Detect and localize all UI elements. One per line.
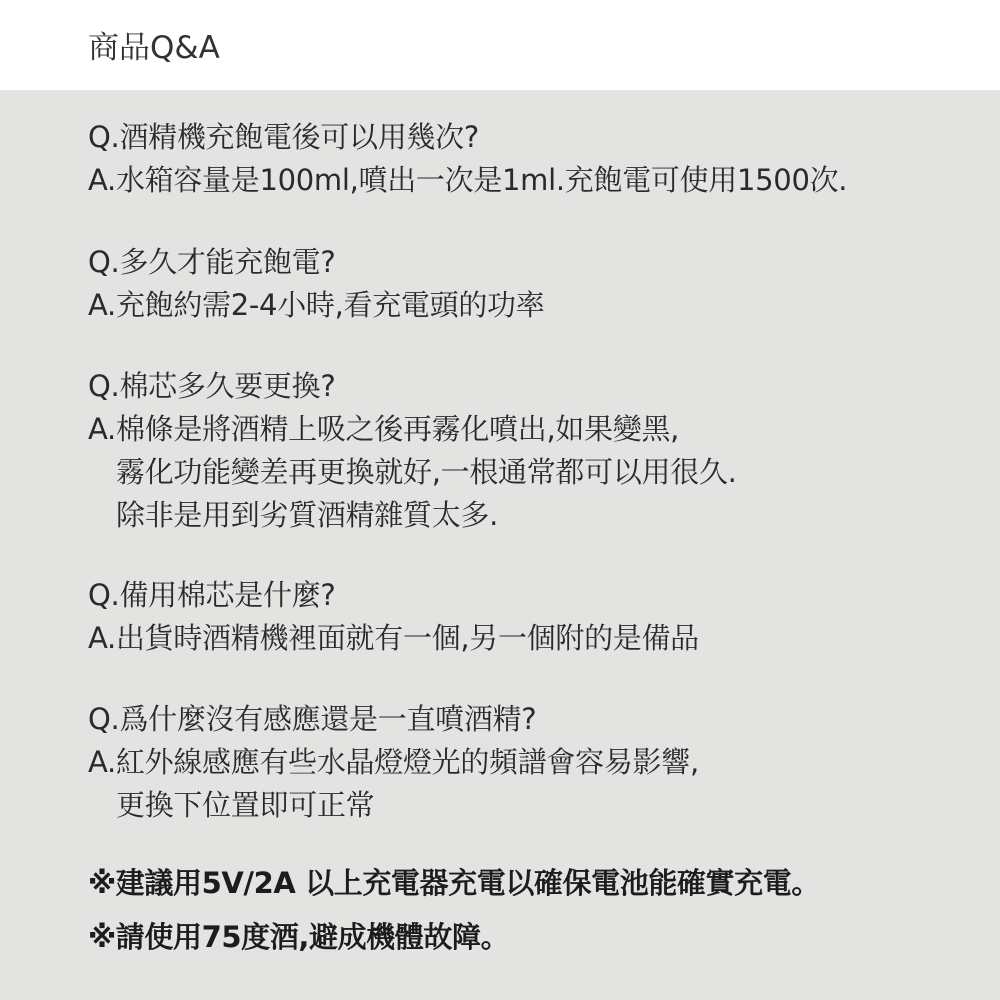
answer-continued: 更換下位置即可正常 <box>116 788 375 822</box>
question: Q.備用棉芯是什麼? <box>88 578 336 612</box>
note-charger: ※建議用5V/2A 以上充電器充電以確保電池能確實充電。 <box>88 866 820 900</box>
answer: A.紅外線感應有些水晶燈燈光的頻譜會容易影響, <box>88 745 699 779</box>
header <box>0 0 1000 90</box>
question: Q.多久才能充飽電? <box>88 245 336 279</box>
qa-item <box>88 241 968 327</box>
qa-item <box>88 574 968 660</box>
question: Q.酒精機充飽電後可以用幾次? <box>88 120 479 154</box>
answer: A.水箱容量是100ml,噴出一次是1ml.充飽電可使用1500次. <box>88 163 848 197</box>
qa-item <box>88 698 968 827</box>
answer: A.出貨時酒精機裡面就有一個,另一個附的是備品 <box>88 621 699 655</box>
question: Q.棉芯多久要更換? <box>88 369 336 403</box>
answer: A.棉條是將酒精上吸之後再霧化噴出,如果變黑, <box>88 412 680 446</box>
notes <box>88 856 978 964</box>
qa-item <box>88 116 968 202</box>
answer-continued: 除非是用到劣質酒精雜質太多. <box>116 498 499 532</box>
note-alcohol: ※請使用75度酒,避成機體故障。 <box>88 920 510 954</box>
qa-item <box>88 365 968 537</box>
answer-continued: 霧化功能變差再更換就好,一根通常都可以用很久. <box>116 455 737 489</box>
page-title: 商品Q&A <box>88 30 220 66</box>
answer: A.充飽約需2-4小時,看充電頭的功率 <box>88 288 545 322</box>
question: Q.爲什麼沒有感應還是一直噴酒精? <box>88 702 537 736</box>
